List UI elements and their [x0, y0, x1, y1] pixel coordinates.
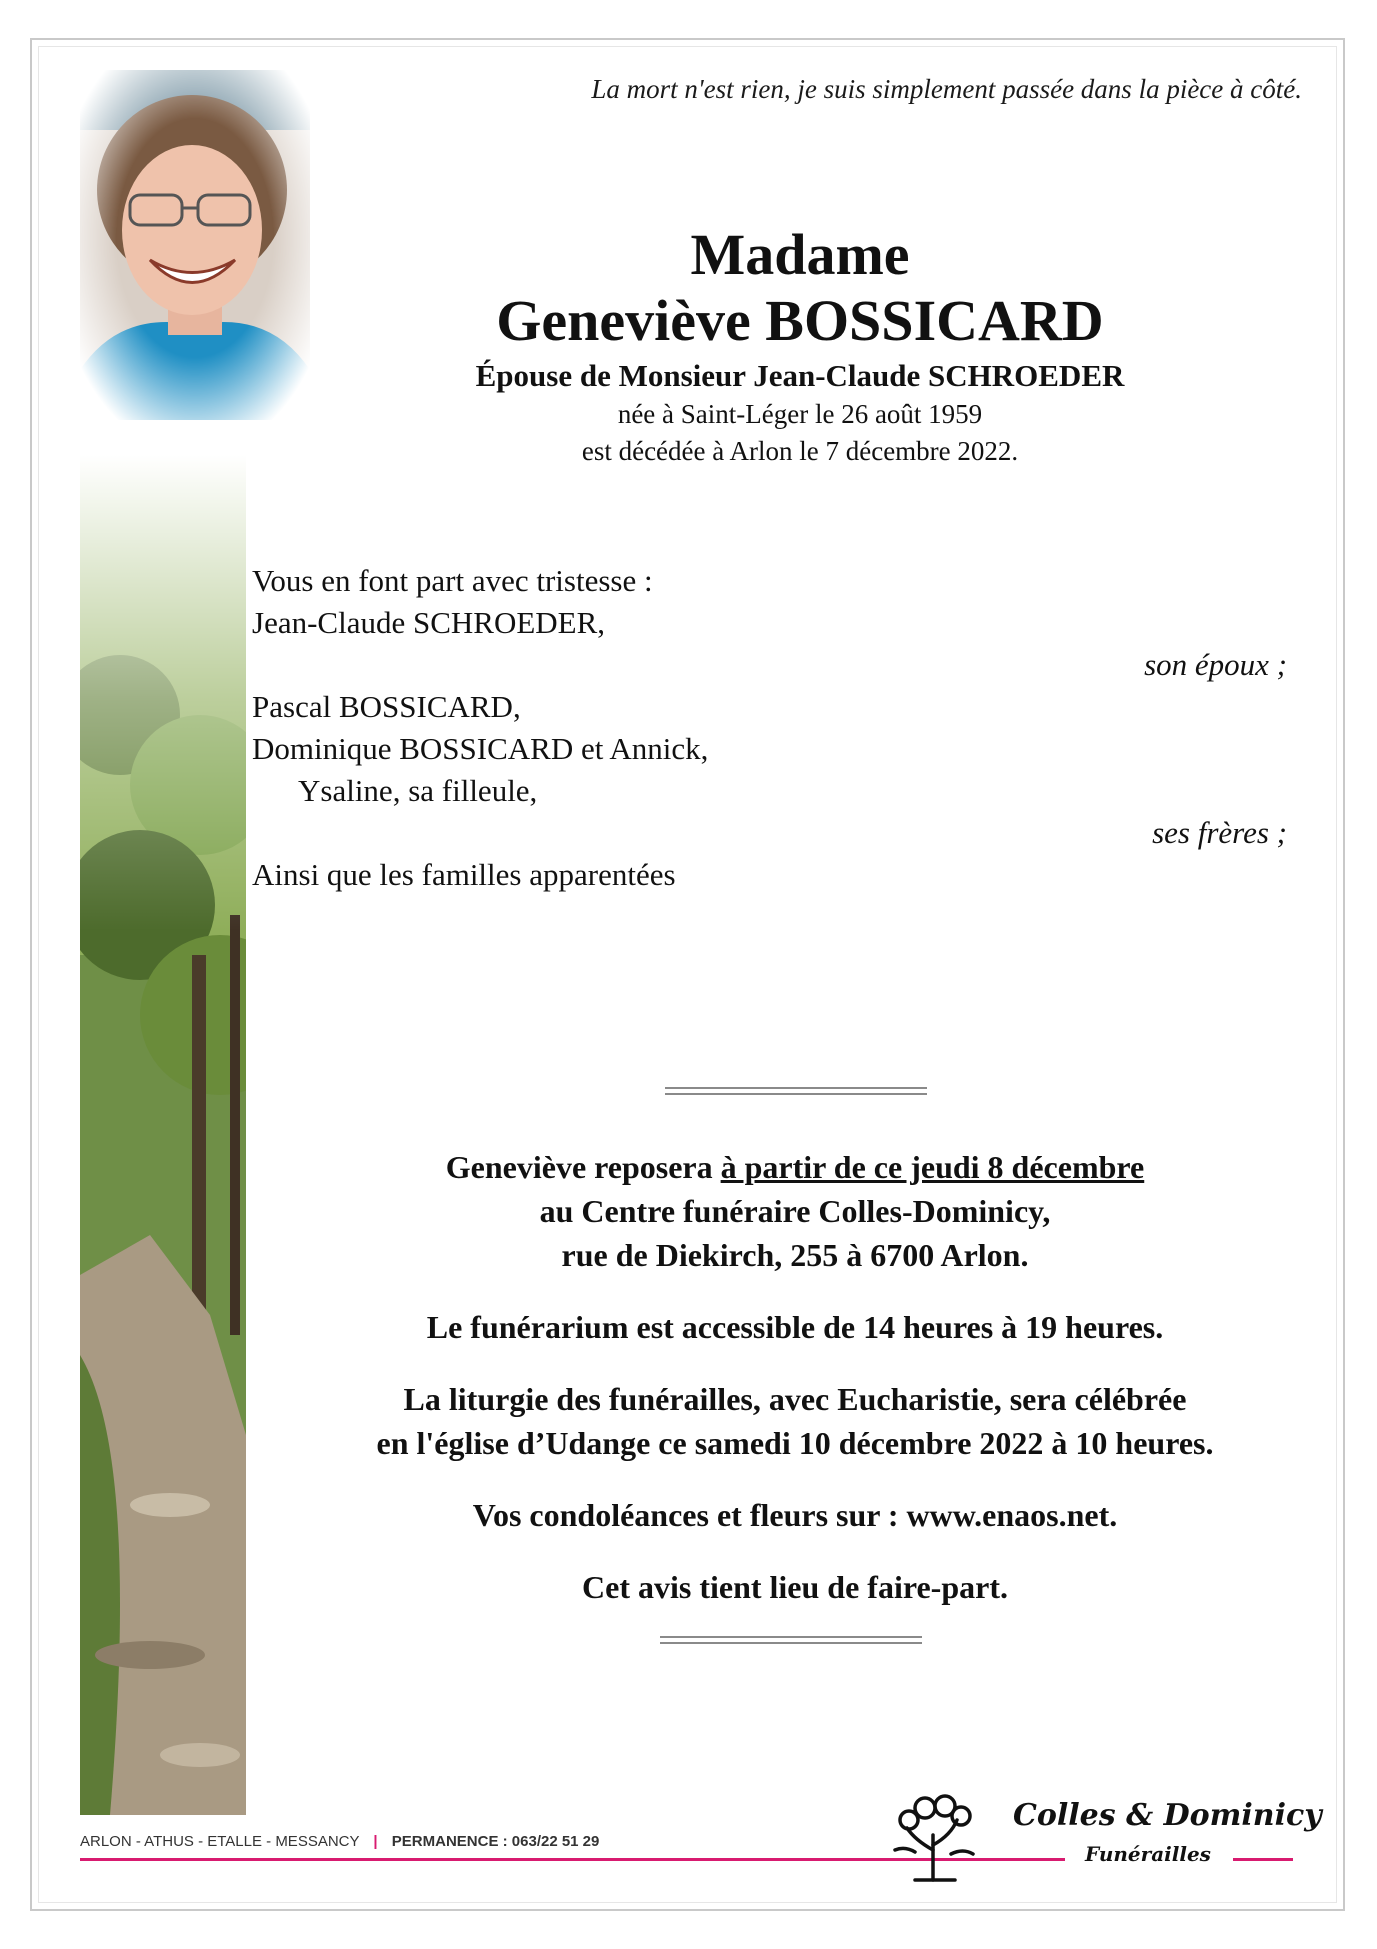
rest-paragraph: [265, 1145, 1325, 1277]
family-brother-1: Pascal BOSSICARD,: [252, 689, 521, 724]
brand-name: Colles & Dominicy: [1013, 1798, 1322, 1833]
rest-prefix: Geneviève reposera: [445, 1149, 713, 1185]
locations-text: ARLON - ATHUS - ETALLE - MESSANCY: [80, 1833, 360, 1850]
divider-top: [665, 1087, 927, 1095]
liturgy-paragraph: [265, 1377, 1325, 1465]
funeral-home-logo: [885, 1790, 1322, 1885]
deceased-header: [340, 222, 1260, 470]
brand-subtitle: Funérailles: [1085, 1842, 1211, 1866]
family-brother-2: Dominique BOSSICARD et Annick,: [252, 731, 709, 766]
family-closing: Ainsi que les familles apparentées: [252, 857, 676, 892]
permanence-phone: PERMANENCE : 063/22 51 29: [391, 1833, 600, 1850]
epitaph-quote: La mort n'est rien, je suis simplement passée dans la pièce à côté.: [591, 74, 1302, 104]
condolences-line: Vos condoléances et fleurs sur : www.enaos.net.: [472, 1497, 1118, 1533]
family-brothers-role: ses frères ;: [1152, 815, 1287, 850]
footer-locations: [80, 1833, 599, 1850]
portrait-photo: [80, 70, 310, 420]
notice-line: Cet avis tient lieu de faire-part.: [582, 1569, 1008, 1605]
deceased-name: Geneviève BOSSICARD: [496, 288, 1104, 353]
spouse-line: Épouse de Monsieur Jean-Claude SCHROEDER: [475, 358, 1125, 393]
brand-accent-line: [1233, 1858, 1293, 1861]
divider-bottom: [660, 1636, 922, 1644]
tree-icon: [885, 1790, 980, 1885]
ceremony-info: [265, 1145, 1325, 1637]
family-goddaughter: Ysaline, sa filleule,: [298, 773, 538, 808]
family-list: [252, 560, 1292, 896]
rest-date: à partir de ce jeudi 8 décembre: [720, 1149, 1145, 1185]
rest-address: rue de Diekirch, 255 à 6700 Arlon.: [561, 1237, 1029, 1273]
honorific: Madame: [690, 222, 910, 287]
family-intro: Vous en font part avec tristesse :: [252, 563, 653, 598]
liturgy-line-1: La liturgie des funérailles, avec Eucharistie, sera célébrée: [403, 1381, 1187, 1417]
birth-line: née à Saint-Léger le 26 août 1959: [617, 399, 983, 429]
family-spouse-name: Jean-Claude SCHROEDER,: [252, 605, 606, 640]
family-spouse-role: son époux ;: [1144, 647, 1287, 682]
liturgy-line-2: en l'église d’Udange ce samedi 10 décembre 2022 à 10 heures.: [376, 1425, 1214, 1461]
footer-separator: |: [373, 1833, 378, 1850]
death-line: est décédée à Arlon le 7 décembre 2022.: [581, 436, 1019, 466]
funerarium-hours: Le funérarium est accessible de 14 heures à 19 heures.: [426, 1309, 1164, 1345]
rest-place: au Centre funéraire Colles-Dominicy,: [539, 1193, 1051, 1229]
forest-path-image: [80, 455, 246, 1815]
